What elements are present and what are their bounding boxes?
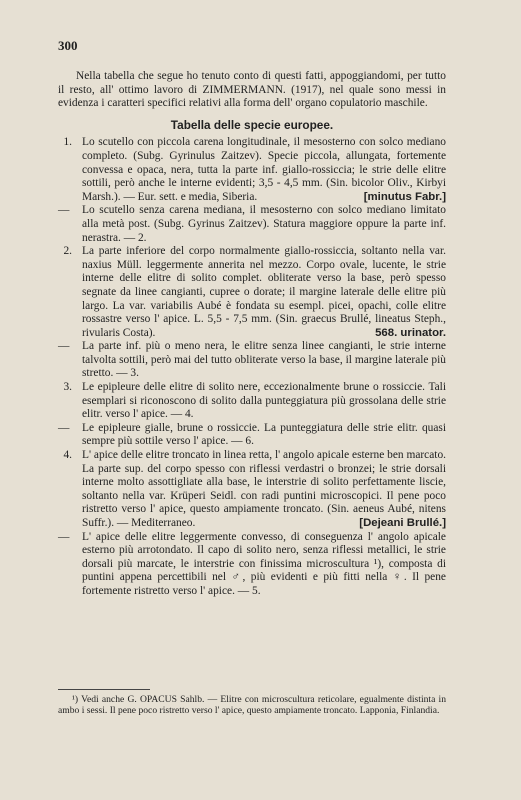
key-entry — [58, 422, 446, 449]
key-entry — [58, 245, 446, 340]
key-entry — [58, 340, 446, 381]
footnote: ¹) Vedi anche G. OPACUS Sahlb. — Elitre con microscultura reticolare, egualmente distinta in ambo i sessi. Il pene poco ristretto verso l' apice, questo ampiamente troncato. Lapponia, Finlandia. — [58, 694, 446, 717]
key-entry — [58, 449, 446, 531]
entry-lead: — — [58, 340, 70, 353]
intro-paragraph: Nella tabella che segue ho tenuto conto di questi fatti, appoggiandomi, per tutto il resto, all' ottimo lavoro di ZIMMERMANN. (1917), nel quale sono messi in evidenza i caratteri specifici relativi alla forma dell' organo copulatorio maschile. — [58, 70, 446, 110]
species-tag: 568. urinator. — [375, 326, 446, 339]
entry-lead: — — [58, 421, 70, 434]
page-body — [58, 70, 446, 599]
entry-lead: 4. — [63, 449, 72, 462]
entry-text: La parte inferiore del corpo normalmente giallo-rossiccia, soltanto nella var. naxius Müll. leggermente annerita nel mezzo. Corpo ovale, lucente, le strie interne delle elitre di solito complet. obliterate verso la base, però spesso segnate da linee cangianti, cupree o dorate; il margine laterale delle elitre più largo. La var. variabilis Aubé è fondata su esempl. picei, opachi, colle elitre rossastre verso l' apice. L. 5,5 - 7,5 mm. (Sin. graecus Brullé, lineatus Steph., rivularis Costa). — [82, 245, 446, 339]
entry-lead: — — [58, 530, 70, 543]
entry-text: L' apice delle elitre troncato in linea retta, l' angolo apicale esterne ben marcato. La parte sup. del corpo spesso con riflessi verdastri o bronzei; le strie dorsali interne molto assottigliate alla base, le interstrie di solito perfettamente liscie, soltanto nella var. Krüperi Seidl. con radi puntini microscopici. Il pene poco ristretto verso l' apice, questo ampiamente troncato. (Sin. aeneus Aubé, nitens Suffr.). — Mediterraneo. — [82, 449, 446, 529]
key-entry — [58, 204, 446, 245]
key-entry — [58, 531, 446, 599]
entry-lead: 2. — [63, 245, 72, 258]
table-heading: Tabella delle specie europee. — [170, 117, 334, 132]
species-tag: [minutus Fabr.] — [363, 190, 446, 203]
key-entry — [58, 381, 446, 422]
entry-text: Le epipleure delle elitre di solito nere, eccezionalmente brune o rossiccie. Tali esemplari si riconoscono di solito dalla punteggiatura più grossolana delle strie elitr. verso l' apice. — 4. — [82, 381, 446, 421]
entry-text: La parte inf. più o meno nera, le elitre senza linee cangianti, le strie interne talvolta sottili, però mai del tutto obliterate verso la base, il margine laterale più stretto. — 3. — [82, 340, 446, 380]
entry-text: L' apice delle elitre leggermente convesso, di conseguenza l' angolo apicale esterno più arrotondato. Il capo di solito nero, senza riflessi metallici, le strie dorsali più marcate, le interstrie con finissima microscultura ¹), composta di puntini appena percettibili nel ♂, più evidenti e più fitti nella ♀. Il pene fortemente ristretto verso l' apice. — 5. — [82, 530, 446, 597]
entry-text: Lo scutello senza carena mediana, il mesosterno con solco mediano limitato alla metà post. (Subg. Gyrinus Zaitzev). Statura maggiore oppure la parte inf. nerastra. — 2. — [82, 204, 446, 244]
species-tag: [Dejeani Brullé.] — [359, 517, 446, 529]
entry-text: Lo scutello con piccola carena longitudinale, il mesosterno con solco mediano completo. (Subg. Gyrinulus Zaitzev). Specie piccola, allungata, fortemente convessa e opaca, nera, tutta la parte inf. giallo-rossiccia; le strie delle elitre sottili, però anche le interne evidenti; 3,5 - 4,5 mm. (Sin. bicolor Oliv., Kirbyi Marsh.). — Eur. sett. e media, Siberia. — [82, 136, 446, 203]
entry-lead: 1. — [63, 136, 72, 149]
key-entry — [58, 136, 446, 204]
footnote-rule — [58, 689, 150, 690]
page-number: 300 — [58, 38, 78, 53]
entry-text: Le epipleure gialle, brune o rossiccie. La punteggiatura delle strie elitr. quasi sempre più sottile verso l' apice. — 6. — [82, 421, 446, 448]
entry-lead: — — [58, 204, 70, 217]
entry-lead: 3. — [63, 381, 72, 394]
